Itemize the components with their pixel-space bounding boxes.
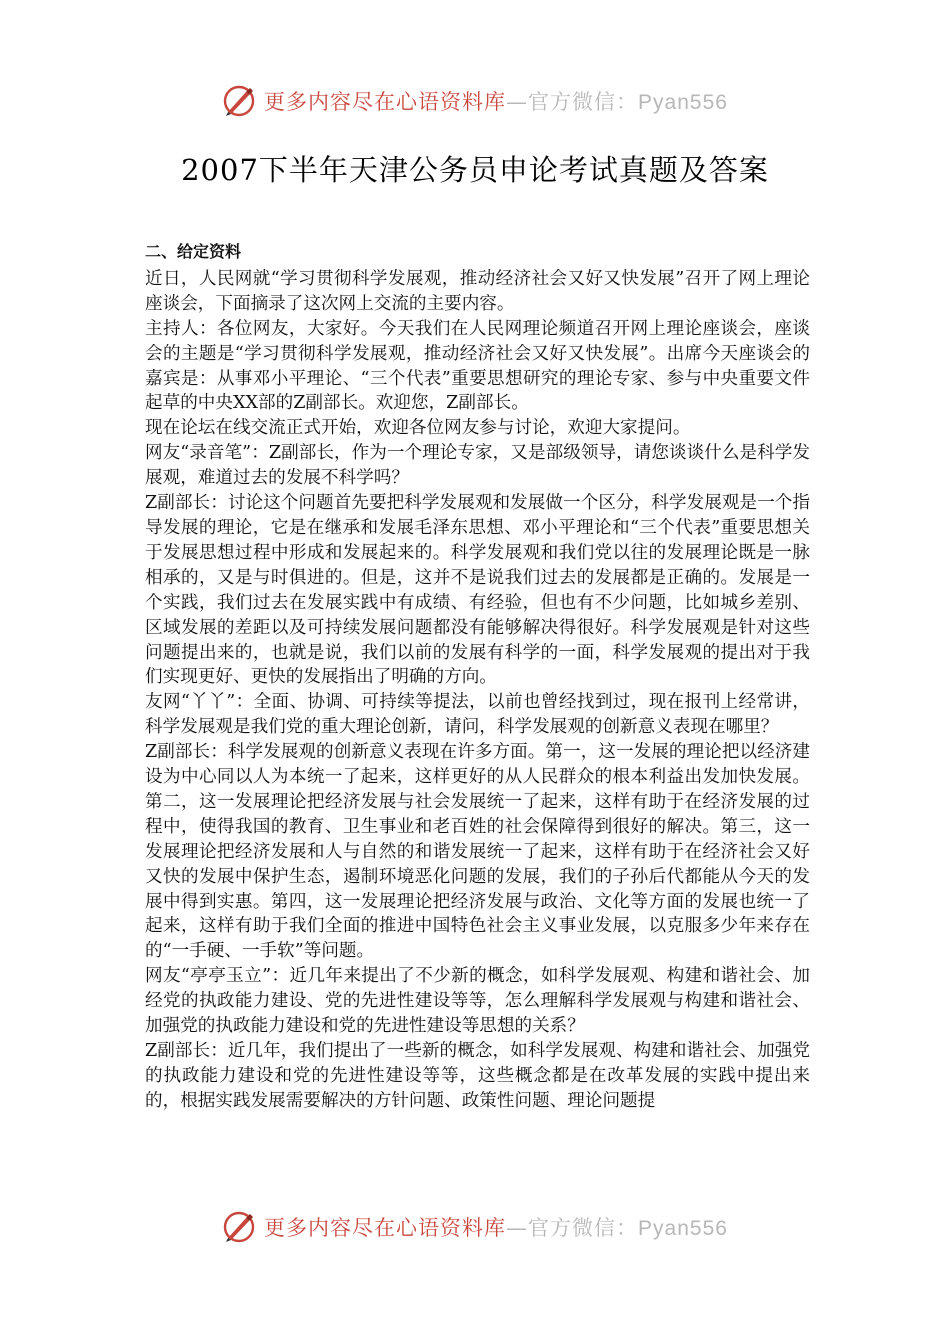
paragraph: 近日，人民网就“学习贯彻科学发展观，推动经济社会又好又快发展”召开了网上理论座谈会，下面摘录了这次网上交流的主要内容。 xyxy=(145,268,810,314)
watermark-text: 更多内容尽在心语资料库—官方微信：Pyan556 xyxy=(264,90,728,114)
paragraph: Z副部长：讨论这个问题首先要把科学发展观和发展做一个区分，科学发展观是一个指导发展的理论，它是在继承和发展毛泽东思想、邓小平理论和“三个代表”重要思想关于发展思想过程中形成和发展起来的。科学发展观和我们党以往的发展理论既是一脉相承的，又是与时俱进的。但是，这并不是说我们过去的发展都是正确的。发展是一个实践，我们过去在发展实践中有成绩、有经验，但也有不少问题，比如城乡差别、区域发展的差距以及可持续发展问题都没有能够解决得很好。科学发展观是针对这些问题提出来的，也就是说，我们以前的发展有科学的一面，科学发展观的提出对于我们实现更好、更快的发展指出了明确的方向。 xyxy=(145,493,810,688)
watermark-text: 更多内容尽在心语资料库—官方微信：Pyan556 xyxy=(264,1216,728,1240)
paragraph: Z副部长：科学发展观的创新意义表现在许多方面。第一，这一发展的理论把以经济建设为中心同以人为本统一了起来，这样更好的从人民群众的根本利益出发加快发展。第二，这一发展理论把经济发展与社会发展统一了起来，这样有助于在经济发展的过程中，使得我国的教育、卫生事业和老百姓的社会保障得到很好的解决。第三，这一发展理论把经济发展和人与自然的和谐发展统一了起来，这样有助于在经济社会又好又快的发展中保护生态，遏制环境恶化问题的发展，我们的子孙后代都能从今天的发展中得到实惠。第四，这一发展理论把经济发展与政治、文化等方面的发展也统一了起来，这样有助于我们全面的推进中国特色社会主义事业发展，以克服多少年来存在的“一手硬、一手软”等问题。 xyxy=(145,742,810,962)
pen-logo-icon xyxy=(222,1210,256,1244)
watermark-banner-bottom xyxy=(0,1210,950,1244)
paragraph: 主持人：各位网友，大家好。今天我们在人民网理论频道召开网上理论座谈会，座谈会的主题是“学习贯彻科学发展观，推动经济社会又好又快发展”。出席今天座谈会的嘉宾是：从事邓小平理论、“三个代表”重要思想研究的理论专家、参与中央重要文件起草的中央XX部的Z副部长。欢迎您，Z副部长。 xyxy=(145,318,810,414)
paragraph: 友网“丫丫”：全面、协调、可持续等提法，以前也曾经找到过，现在报刊上经常讲，科学发展观是我们党的重大理论创新，请问，科学发展观的创新意义表现在哪里？ xyxy=(145,692,810,738)
paragraph: 网友“录音笔”：Z副部长，作为一个理论专家，又是部级领导，请您谈谈什么是科学发展观，难道过去的发展不科学吗？ xyxy=(145,443,810,489)
watermark-banner-top xyxy=(0,84,950,118)
document-body xyxy=(145,240,810,1114)
paragraph: 现在论坛在线交流正式开始，欢迎各位网友参与讨论，欢迎大家提问。 xyxy=(145,418,691,439)
pen-logo-icon xyxy=(222,84,256,118)
paragraph: Z副部长：近几年，我们提出了一些新的概念，如科学发展观、构建和谐社会、加强党的执政能力建设和党的先进性建设等等，这些概念都是在改革发展的实践中提出来的，根据实践发展需要解决的方针问题、政策性问题、理论问题提 xyxy=(145,1041,810,1111)
document-title: 2007下半年天津公务员申论考试真题及答案 xyxy=(181,153,769,187)
paragraph: 网友“亭亭玉立”：近几年来提出了不少新的概念，如科学发展观、构建和谐社会、加经党的执政能力建设、党的先进性建设等等，怎么理解科学发展观与构建和谐社会、加强党的执政能力建设和党的先进性建设等思想的关系？ xyxy=(145,966,810,1037)
section-heading: 二、给定资料 xyxy=(145,242,242,261)
